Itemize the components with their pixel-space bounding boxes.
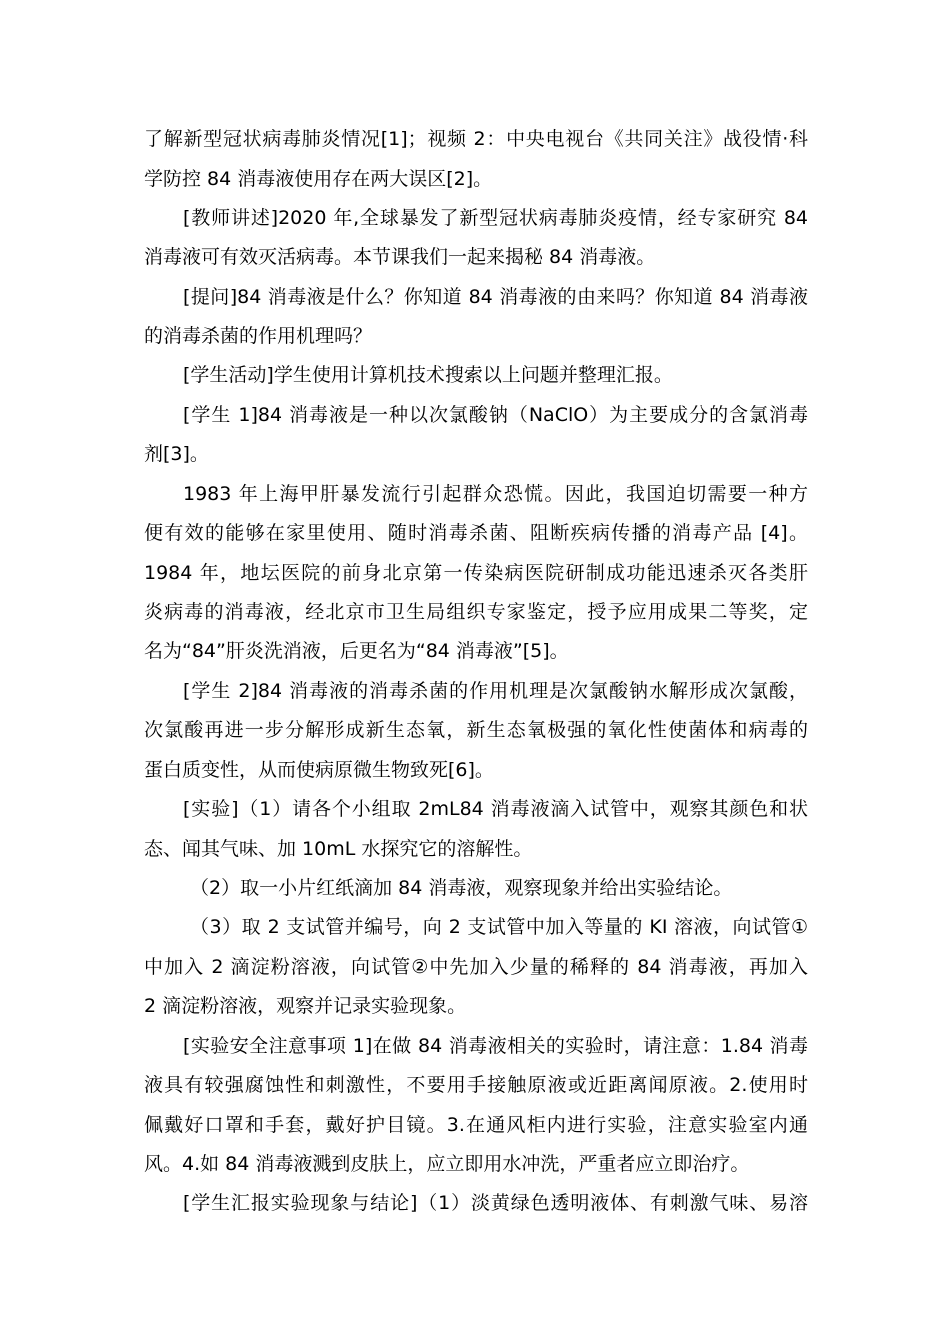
text-line: [学生活动]学生使用计算机技术搜索以上问题并整理汇报。 [183,364,673,386]
text-line: （2）取一小片红纸滴加 84 消毒液，观察现象并给出实验结论。 [190,877,733,899]
text-line: 学防控 84 消毒液使用存在两大误区[2]。 [144,168,493,190]
text-line: 炎病毒的消毒液，经北京市卫生局组织专家鉴定，授予应用成果二等奖，定 [144,601,808,623]
text-line: 1983 年上海甲肝暴发流行引起群众恐慌。因此，我国迫切需要一种方 [183,483,808,505]
text-line: （3）取 2 支试管并编号，向 2 支试管中加入等量的 KI 溶液，向试管① [190,916,808,938]
text-line: [提问]84 消毒液是什么？你知道 84 消毒液的由来吗？你知道 84 消毒液 [183,286,808,308]
text-line: [教师讲述]2020 年,全球暴发了新型冠状病毒肺炎疫情，经专家研究 84 [183,207,808,229]
text-line: 风。4.如 84 消毒液溅到皮肤上，应立即用水冲洗，严重者应立即治疗。 [144,1153,750,1175]
text-line: [实验安全注意事项 1]在做 84 消毒液相关的实验时，请注意：1.84 消毒 [183,1035,808,1057]
text-line: 次氯酸再进一步分解形成新生态氧，新生态氧极强的氧化性使菌体和病毒的 [144,719,808,741]
text-line: 蛋白质变性，从而使病原微生物致死[6]。 [144,759,494,781]
text-line: 态、闻其气味、加 10mL 水探究它的溶解性。 [144,838,533,860]
text-line: [实验]（1）请各个小组取 2mL84 消毒液滴入试管中，观察其颜色和状 [183,798,808,820]
text-line: 消毒液可有效灭活病毒。本节课我们一起来揭秘 84 消毒液。 [144,246,656,268]
text-line: 的消毒杀菌的作用机理吗？ [144,325,373,347]
text-line: 佩戴好口罩和手套，戴好护目镜。3.在通风柜内进行实验，注意实验室内通 [144,1114,808,1136]
text-line: 2 滴淀粉溶液，观察并记录实验现象。 [144,995,467,1017]
text-line: [学生 2]84 消毒液的消毒杀菌的作用机理是次氯酸钠水解形成次氯酸， [183,680,808,702]
text-line: [学生 1]84 消毒液是一种以次氯酸钠（NaClO）为主要成分的含氯消毒 [183,404,808,426]
text-line: 中加入 2 滴淀粉溶液，向试管②中先加入少量的稀释的 84 消毒液，再加入 [144,956,808,978]
text-line: 便有效的能够在家里使用、随时消毒杀菌、阻断疾病传播的消毒产品 [4]。 [144,522,808,544]
text-line: [学生汇报实验现象与结论]（1）淡黄绿色透明液体、有刺激气味、易溶 [183,1192,808,1214]
text-line: 1984 年，地坛医院的前身北京第一传染病医院研制成功能迅速杀灭各类肝 [144,562,808,584]
text-line: 了解新型冠状病毒肺炎情况[1]；视频 2：中央电视台《共同关注》战役情·科 [144,128,808,150]
text-line: 名为“84”肝炎洗消液，后更名为“84 消毒液”[5]。 [144,640,569,662]
text-line: 剂[3]。 [144,443,209,465]
text-line: 液具有较强腐蚀性和刺激性，不要用手接触原液或近距离闻原液。2.使用时 [144,1074,808,1096]
